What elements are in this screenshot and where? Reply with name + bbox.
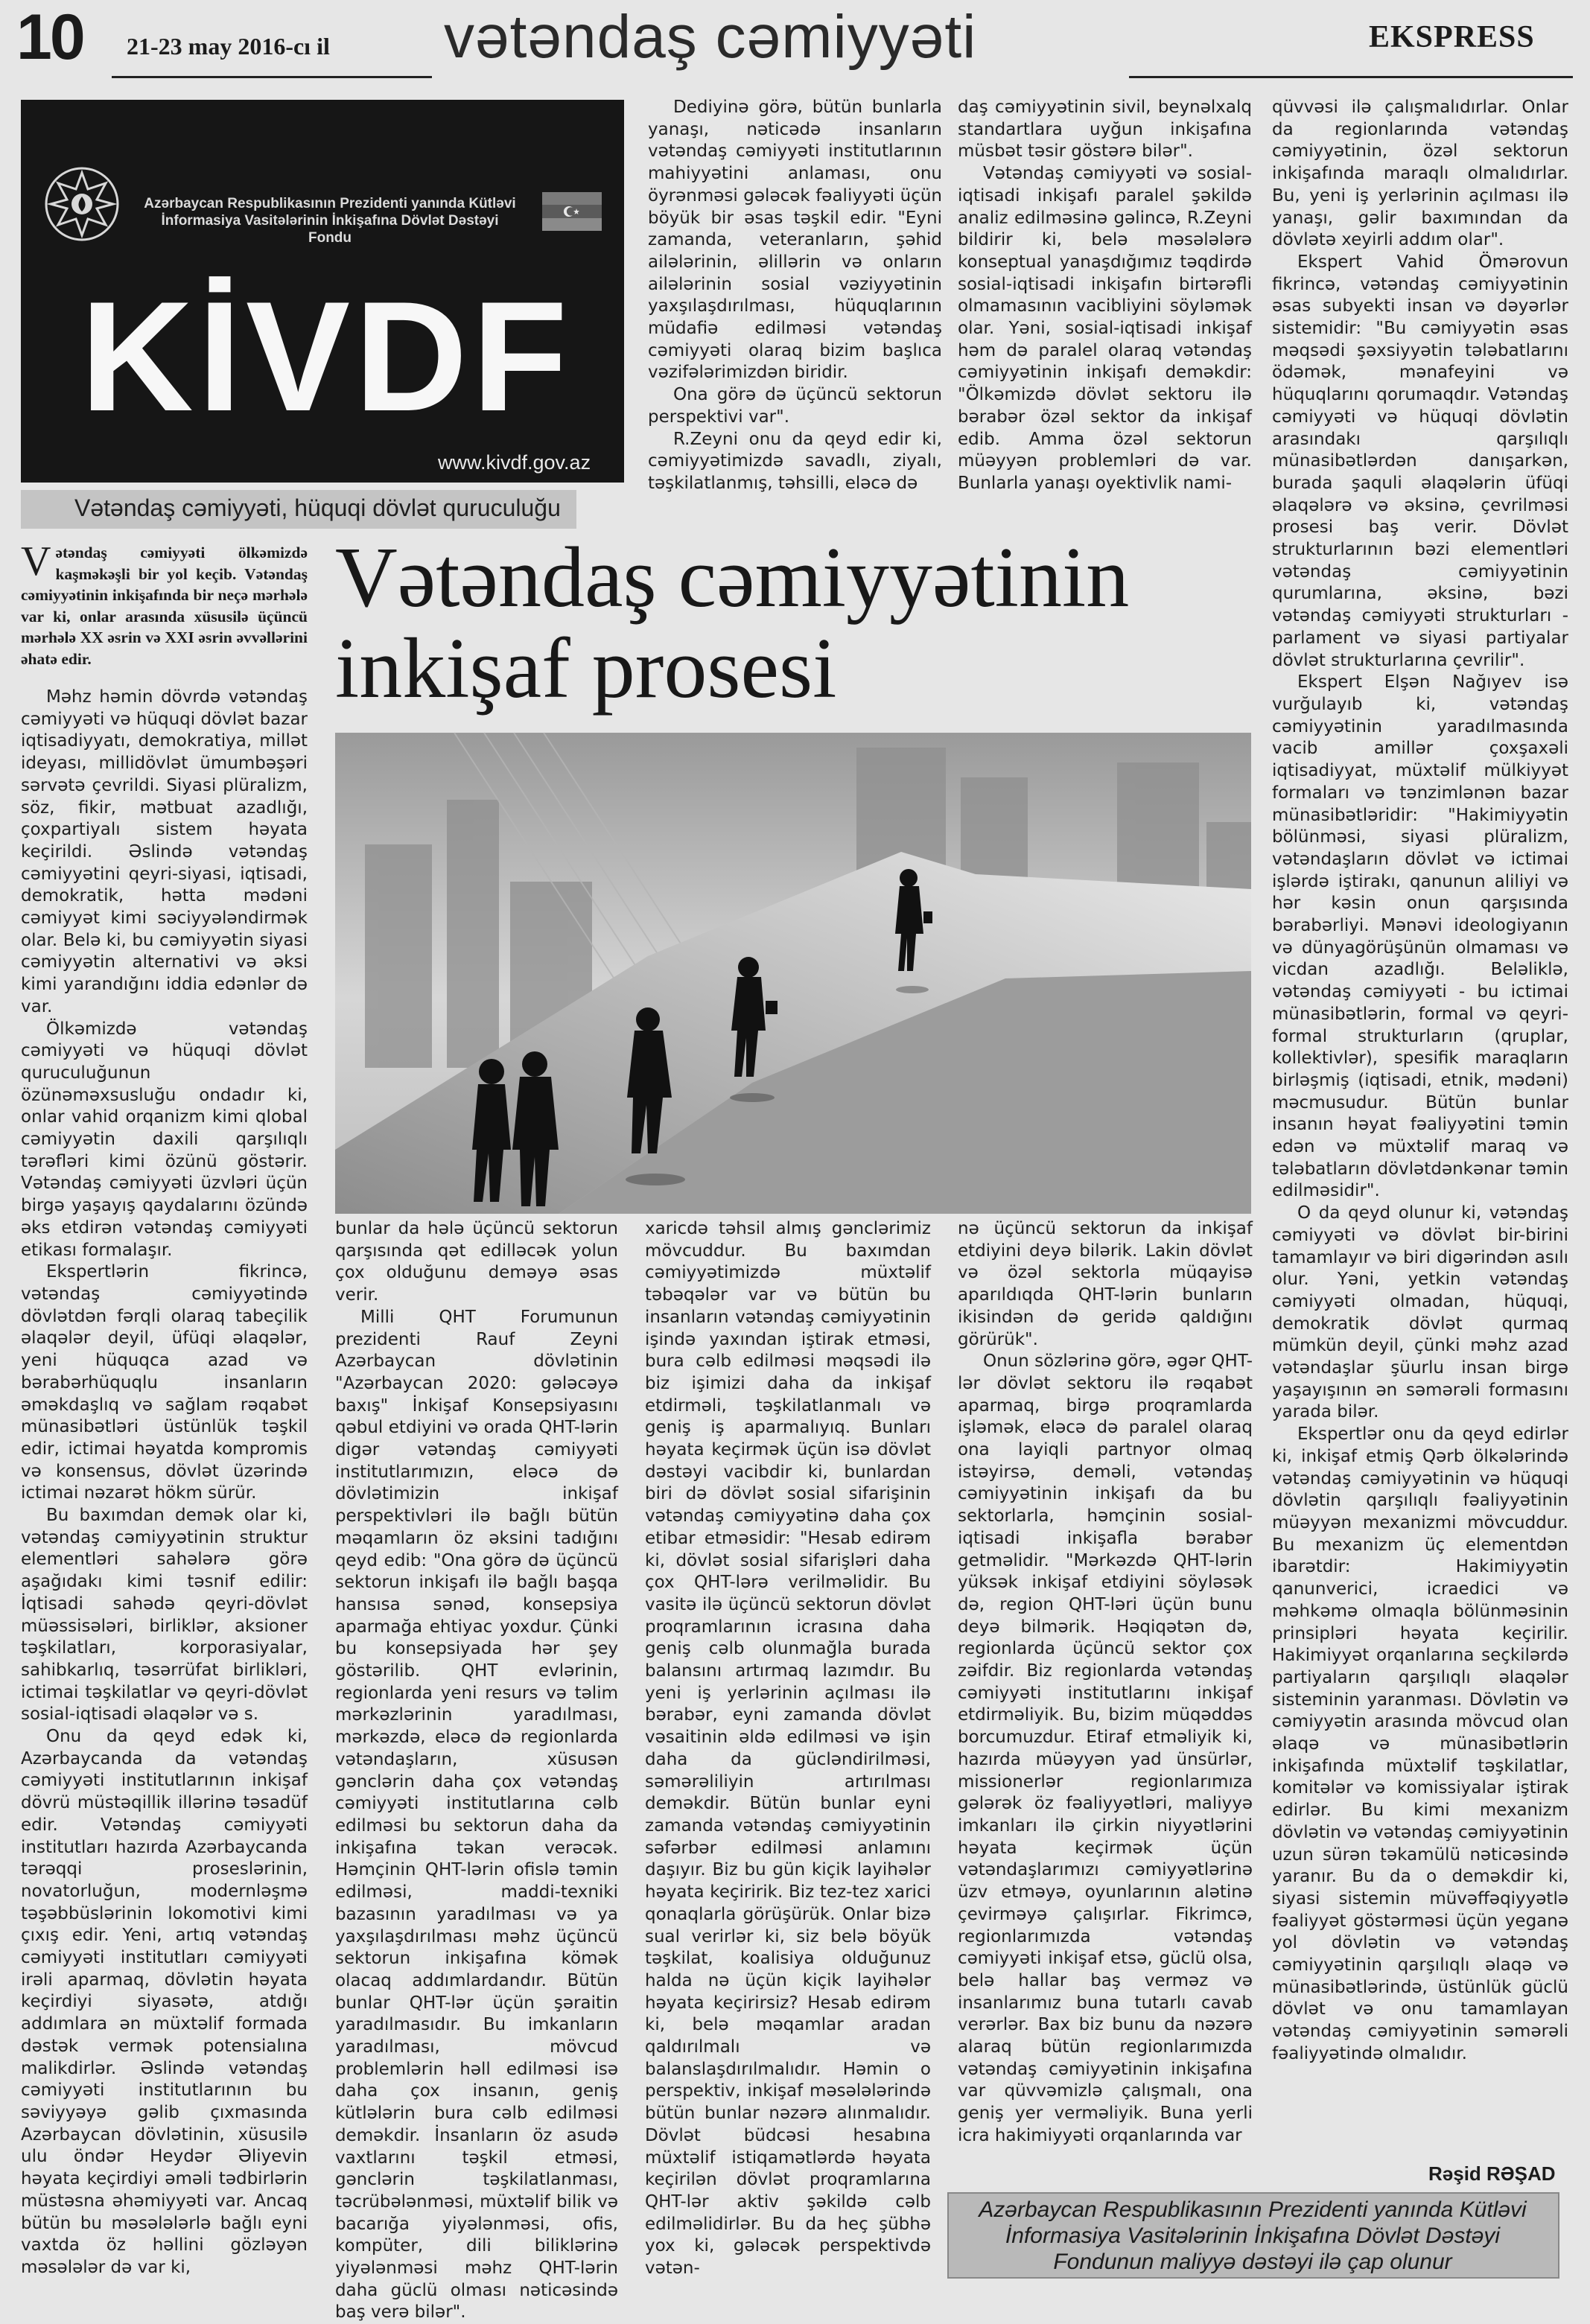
newspaper-name: EKSPRESS bbox=[1369, 20, 1535, 54]
banner-url[interactable]: www.kivdf.gov.az bbox=[438, 451, 591, 474]
paragraph: Ekspertlərin fikrincə, vətəndaş cəmiyyətində dövlətdən fərqli olaraq tabeçilik əlaqələr deyil, üfüqi əlaqələr, yeni hüquqca azad və bərabərhüquqlu insanların əməkdaşlıq və sağlam rəqabət münasibətləri üstünlük təşkil edir, ictimai həyatda kompromis və konsensus, dövlət üzərində ictimai nəzarət hökm sürür. bbox=[21, 1262, 308, 1503]
article-lead: Vətəndaş cəmiyyəti ölkəmizdə kaşməkəşli bir yol keçib. Vətəndaş cəmiyyətinin inkişafında bir neçə mərhələ var ki, onlar arasında xüsusilə üçüncü mərhələ XX əsrin və XXI əsrin əvvəllərini əhatə edir. bbox=[21, 538, 308, 668]
paragraph: xaricdə təhsil almış gənclərimiz mövcuddur. Bu baxımdan cəmiyyətimizdə müxtəlif təbəqələr var və bütün bu insanların vətəndaş cəmiyyətinin işində yaxından iştirak etməsi, bura cəlb edilməsi məqsədi ilə biz işimizi daha da inkişaf etdirməli, təşkilatlanmalı və geniş iş aparmalıyıq. Bunları həyata keçirmək üçün isə dövlət dəstəyi vacibdir ki, bunlardan biri də dövlət sosial sifarişinin vətəndaş cəmiyyətinə daha çox etibar etməsidir: "Hesab edirəm ki, dövlət sosial sifarişləri daha çox QHT-lərə verilməlidir. Bu vasitə ilə üçüncü sektorun dövlət proqramlarının icrasına daha geniş cəlb olunmağla burada balansını artırmaq lazımdır. Bu yeni iş yerlərinin açılması ilə bərabər, eyni zamanda dövlət vəsaitinin əldə edilməsi və işin daha da gücləndirilməsi, səmərəliliyin artırılması deməkdir. Bütün bunlar eyni zamanda vətəndaş cəmiyyətinin səfərbər edilməsi anlamını daşıyır. Biz bu gün kiçik layihələr həyata keçiririk. Biz tez-tez xarici qonaqlarla görüşürük. Onlar bizə sual verirlər ki, siz belə böyük təşkilat, koalisiya olduğunuz halda nə üçün kiçik layihələr həyata keçirirsiz? Hesab edirəm ki, belə məqamlar aradan qaldırılmalı və balanslaşdırılmalıdır. Həmin o perspektiv, inkişaf məsələlərində bütün bunlar nəzərə alınmalıdır. Dövlət büdcəsi hesabına müxtəlif istiqamətlərdə həyata keçirilən dövlət proqramlarına QHT-lər aktiv şəkildə cəlb edilməlidirlər. Bu da heç şübhə yox ki, gələcək perspektivdə vətən- bbox=[645, 1219, 931, 2279]
kivdf-banner bbox=[21, 100, 624, 483]
paragraph: O da qeyd olunur ki, vətəndaş cəmiyyəti və dövlət bir-birini tamamlayır və biri digərindən asılı olur. Yəni, yetkin vətəndaş cəmiyyəti olmadan, hüquqi, demokratik dövlət qurmaq mümkün deyil, çünki məhz azad vətəndaşlar şüurlu insan birgə yaşayışının ən səmərəli formasını yarada bilər. bbox=[1272, 1203, 1568, 1422]
header-rule-left bbox=[112, 76, 432, 78]
article-headline: Vətəndaş cəmiyyətinin inkişaf prosesi bbox=[335, 530, 1130, 716]
state-emblem-icon bbox=[43, 165, 121, 243]
column-4-bottom bbox=[958, 1218, 1253, 2179]
issue-date: 21-23 may 2016-cı il bbox=[127, 33, 330, 60]
banner-organization: Azərbaycan Respublikasının Prezidenti yanında Kütləvi İnformasiya Vasitələrinin İnkişafına Dövlət Dəstəyi Fondu bbox=[144, 196, 516, 246]
column-3-bottom bbox=[645, 1218, 931, 2279]
paragraph: qüvvəsi ilə çalışmalıdırlar. Onlar da regionlarında vətəndaş cəmiyyətinin, özəl sektorun inkişafında maraqlı olmalıdırlar. Bu, yeni iş yerlərinin açılması ilə yanaşı, gəlir baxımından da dövlətə xeyirli addım olar". bbox=[1272, 98, 1568, 250]
rubric: Vətəndaş cəmiyyəti, hüquqi dövlət quruculuğu bbox=[74, 494, 561, 521]
paragraph: bunlar da hələ üçüncü sektorun qarşısında qət edilləcək yolun çox olduğunu deməyə əsas verir. bbox=[335, 1219, 618, 1305]
author-byline: Rəşid RƏŞAD bbox=[1428, 2162, 1556, 2185]
column-4 bbox=[1272, 97, 1568, 2161]
paragraph: nə üçüncü sektorun da inkişaf etdiyini deyə bilərik. Lakin dövlət və özəl sektorla müqayisə aparıldıqda QHT-lərin bunların ikisindən də geridə qaldığını görürük". bbox=[958, 1219, 1253, 1349]
paragraph: Ekspert Vahid Ömərovun fikrincə, vətəndaş cəmiyyətinin əsas subyekti insan və dəyərlər sistemidir: "Bu cəmiyyətin əsas məqsədi şəxsiyyətin tələbatlarını ödəmək, mənafeyini və hüquqlarını qorumaqdır. Vətəndaş cəmiyyəti və hüquqi dövlətin arasındakı qarşılıqlı münasibətlərdən danışarkən, burada şaquli əlaqələrin üfüqi əlaqələrə və əksinə, çevrilməsi prosesi baş verir. Dövlət strukturlarının bəzi elementləri vətəndaş cəmiyyətinin qurumlarına, əksinə, bəzi vətəndaş cəmiyyəti strukturları - parlament və siyasi partiyalar dövlət strukturlarına çevrilir". bbox=[1272, 252, 1568, 670]
section-title: vətəndaş cəmiyyəti bbox=[444, 3, 977, 71]
column-1 bbox=[21, 687, 308, 2279]
paragraph: Ekspertlər onu da qeyd edirlər ki, inkişaf etmiş Qərb ölkələrində vətəndaş cəmiyyətinin və hüquqi dövlətin qarşılıqlı fəaliyyətinin müəyyən mexanizmi mövcuddur. Bu mexanizm üç elementdən ibarətdir: Hakimiyyətin qanunverici, icraedici və məhkəmə olmaqla bölünməsinin prinsipləri həyata keçirilir. Hakimiyyət orqanlarına seçkilərdə partiyaların qarşılıqlı əlaqələr sisteminin yaranması. Dövlətin və cəmiyyətin arasında mövcud olan əlaqə və münasibətlərin inkişafında müxtəlif təşkilatlar, komitələr və komissiyalar iştirak edirlər. Bu kimi mexanizm dövlətin və vətəndaş cəmiyyətinin uzun sürən təkamülü nəticəsində yaranır. Bu da o deməkdir ki, siyasi sistemin müvəffəqiyyətlə fəaliyyət göstərməsi üçün yeganə yol dövlətin və vətəndaş cəmiyyətinin qarşılıqlı əlaqə və münasibətlərində, üstünlük güclü dövlət və onu tamamlayan vətəndaş cəmiyyətinin səmərəli fəaliyyətində olmalıdır. bbox=[1272, 1424, 1568, 2063]
paragraph: Vətəndaş cəmiyyəti və sosial-iqtisadi inkişafı paralel şəkildə analiz edilməsinə gəlincə, R.Zeyni bildirir ki, belə məsələlərə konseptual yanaşdığımız təqdirdə sosial-iqtisadi inkişafın birtərəfli olmamasının vacibliyini söyləmək olar. Yəni, sosial-iqtisadi inkişaf həm də paralel olaraq vətəndaş cəmiyyətinin inkişafı deməkdir: "Ölkəmizdə dövlət sektoru ilə bərabər özəl sektor da inkişaf edib. Amma özəl sektorun müəyyən problemləri də var. Bunlarla yanaşı oyektivlik nami- bbox=[958, 164, 1252, 493]
paragraph: Dediyinə görə, bütün bunlarla yanaşı, nəticədə insanların vətəndaş cəmiyyəti institutlarının mahiyyətini anlaması, onu öyrənməsi gələcək fəaliyyəti üçün böyük bir əsas təşkil edir. "Eyni zamanda, veteranların, şəhid ailələrinin, əlillərin və onların ailələrinin sosial vəziyyətinin yaxşılaşdırılması, hüquqlarının müdafiə edilməsi vətəndaş cəmiyyəti olaraq bizim başlıca vəzifələrimizdən biridir. bbox=[648, 98, 942, 383]
paragraph: Məhz həmin dövrdə vətəndaş cəmiyyəti və hüquqi dövlət bazar iqtisadiyyatı, demokratiya, millət ideyası, millidövlət ümumbəşəri sərvətə çevrildi. Siyasi plüralizm, söz, fikir, mətbuat azadlığı, çoxpartiyalı sistem həyata keçirildi. Əslində vətəndaş cəmiyyətini qeyri-siyasi, iqtisadi, demokratik, hətta mədəni cəmiyyət kimi səciyyələndirmək olar. Belə ki, bu cəmiyyətin siyasi cəmiyyətin alternativi və əksi kimi yarandığını iddia edənlər də var. bbox=[21, 687, 308, 1016]
article-illustration bbox=[335, 733, 1251, 1214]
paragraph: Onun sözlərinə görə, əgər QHT-lər dövlət sektoru ilə rəqabət aparmaq, birgə proqramlarda işləmək, eləcə də paralel olaraq ona layiqli partnyor olmaq istəyirsə, deməli, vətəndaş cəmiyyətinin inkişafı da bu sektorlarla, həmçinin sosial-iqtisadi inkişafla bərabər getməlidir. "Mərkəzdə QHT-lərin yüksək inkişaf etdiyini söyləsək də, region QHT-ləri üçün bunu deyə bilmərik. Həqiqətən də, regionlarda üçüncü sektor çox zəifdir. Biz regionlarda vətəndaş cəmiyyəti institutlarını inkişaf etdirməliyik. Bu, bizim müqəddəs borcumuzdur. Etiraf etməliyik ki, hazırda müəyyən yad ünsürlər, missionerlər regionlarımıza gələrək öz fəaliyyətləri, maliyyə imkanları ilə çirkin niyyətlərini həyata keçirmək üçün vətəndaşlarımızı cəmiyyətlərinə üzv etməyə, oyunlarının alətinə çevirməyə çalışırlar. Fikrimcə, regionlarımızda vətəndaş cəmiyyəti inkişaf etsə, güclü olsa, belə hallar baş verməz və insanlarımız buna tutarlı cavab verərlər. Bax biz bunu da nəzərə alaraq bütün regionlarımızda vətəndaş cəmiyyətinin inkişafına var qüvvəmizlə çalışmalı, ona geniş yer verməliyik. Buna yerli icra hakimiyyəti orqanlarında var bbox=[958, 1352, 1253, 2145]
sponsor-note: Azərbaycan Respublikasının Prezidenti yanında Kütləvi İnformasiya Vasitələrinin İnkişafına Dövlət Dəstəyi Fondunun maliyyə dəstəyi ilə çap olunur bbox=[979, 2197, 1527, 2274]
paragraph: Ölkəmizdə vətəndaş cəmiyyəti və hüquqi dövlət quruculuğunun özünəməxsusluğu ondadır ki, onlar vahid orqanizm kimi qlobal cəmiyyətin daxili qarşılıqlı tərəfləri kimi özünü göstərir. Vətəndaş cəmiyyəti üzvləri üçün birgə yaşayış qaydalarını özündə əks etdirən vətəndaş cəmiyyəti etikası formalaşır. bbox=[21, 1019, 308, 1260]
paragraph: daş cəmiyyətinin sivil, beynəlxalq standartlara uyğun inkişafına müsbət təsir göstərə bilər". bbox=[958, 98, 1252, 162]
paragraph: Ekspert Elşən Nağıyev isə vurğulayıb ki, vətəndaş cəmiyyətinin yaradılmasında vacib amillər çoxşaxəli iqtisadiyyat, müxtəlif mülkiyyət formaları və tənzimlənən bazar münasibətləridir: "Hakimiyyətin bölünməsi, siyasi plüralizm, vətəndaşların dövlət və ictimai işlərdə iştirakı, qanunun aliliyi və hər kəsin onun qarşısında bərabərliyi. Mənəvi ideologiyanın və dünyagörüşünün olmaması və vicdan azadlığı. Beləliklə, vətəndaş cəmiyyəti - bu ictimai münasibətlərin, formal və qeyri-formal strukturların (qruplar, kollektivlər), spesifik maraqların birləşmiş (iqtisadi, etnik, mədəni) məcmusudur. Bütün bunlar insanın həyat fəaliyyətini təmin edən və müxtəlif maraq və tələbatların dövlətdənkənar təmin edilməsidir". bbox=[1272, 672, 1568, 1201]
column-3-top bbox=[958, 97, 1252, 529]
paragraph: Milli QHT Forumunun prezidenti Rauf Zeyni Azərbaycan dövlətinin "Azərbaycan 2020: gələcəyə baxış" İnkişaf Konsepsiyasını qəbul etdiyini və orada QHT-lərin digər vətəndaş cəmiyyəti institutlarımızın, eləcə də dövlətimizin inkişaf perspektivləri ilə bağlı bütün məqamların öz əksini tadığını qeyd edib: "Ona görə də üçüncü sektorun inkişafı ilə bağlı başqa hansısa sənəd, konsepsiya aparmağa ehtiyac yoxdur. Çünki bu konsepsiyada hər şey göstərilib. QHT evlərinin, regionlarda yeni resurs və təlim mərkəzlərinin yaradılması, mərkəzdə, eləcə də regionlarda vətəndaşların, xüsusən gənclərin daha çox vətəndaş cəmiyyəti institutlarına cəlb edilməsi bu sektorun daha da inkişafına təkan verəcək. Həmçinin QHT-lərin ofislə təmin edilməsi, maddi-texniki bazasının yaradılması və ya yaxşılaşdırılması məhz üçüncü sektorun inkişafına kömək olacaq addımlardandır. Bütün bunlar QHT-lər üçün şəraitin yaradılmasıdır. Bu imkanların yaradılması, mövcud problemlərin həll edilməsi isə daha çox insanın, geniş kütlələrin bura cəlb edilməsi deməkdir. İnsanların öz asudə vaxtlarını təşkil etməsi, gənclərin təşkilatlanması, təcrübələnməsi, müxtəlif bilik və bacarığa yiyələnməsi, ofis, kompüter, dili biliklərinə yiyələnməsi məhz QHT-lərin daha güclü olması nəticəsində baş verə bilər". bbox=[335, 1307, 618, 2323]
paragraph: Onu da qeyd edək ki, Azərbaycanda da vətəndaş cəmiyyəti institutlarının inkişaf dövrü müstəqillik illərinə təsadüf edir. Vətəndaş cəmiyyəti institutları hazırda Azərbaycanda tərəqqi proseslərinin, novatorluğun, modernləşmə təşəbbüslərinin lokomotivi kimi çıxış edir. Yeni, artıq vətəndaş cəmiyyəti institutları cəmiyyəti irəli aparmaq, dövlətin həyata keçirdiyi siyasətə, atdığı addımlara ən müxtəlif formada dəstək vermək potensialına malikdirlər. Əslində vətəndaş cəmiyyəti institutlarının bu səviyyəyə gəlib çıxmasında Azərbaycan dövlətinin, xüsusilə ulu öndər Heydər Əliyevin həyata keçirdiyi əməli tədbirlərin müstəsna əhəmiyyəti var. Ancaq bütün bu məsələlərlə bağlı eyni vaxtda öz həllini gözləyən məsələlər də var ki, bbox=[21, 1727, 308, 2277]
header-rule-right bbox=[1129, 76, 1573, 78]
column-2-top bbox=[648, 97, 942, 529]
column-2-bottom bbox=[335, 1218, 618, 2323]
kivdf-logo: KİVDF bbox=[80, 269, 572, 444]
paragraph: Bu baxımdan demək olar ki, vətəndaş cəmiyyətinin struktur elementləri sahələrə görə aşağıdakı kimi təsnif edilir: İqtisadi sahədə qeyri-dövlət müəssisələri, birliklər, aksioner təşkilatları, korporasiyalar, sahibkarlıq, təsərrüfat birlikləri, ictimai təşkilatlar və qeyri-dövlət sosial-iqtisadi əlaqələr və s. bbox=[21, 1506, 308, 1725]
paragraph: Ona görə də üçüncü sektorun perspektivi var". bbox=[648, 385, 942, 427]
page-number: 10 bbox=[16, 1, 83, 73]
paragraph: R.Zeyni onu da qeyd edir ki, cəmiyyətimizdə savadlı, ziyalı, təşkilatlanmış, təhsilli, eləcə də bbox=[648, 429, 942, 493]
azerbaijan-flag-icon bbox=[542, 192, 602, 231]
